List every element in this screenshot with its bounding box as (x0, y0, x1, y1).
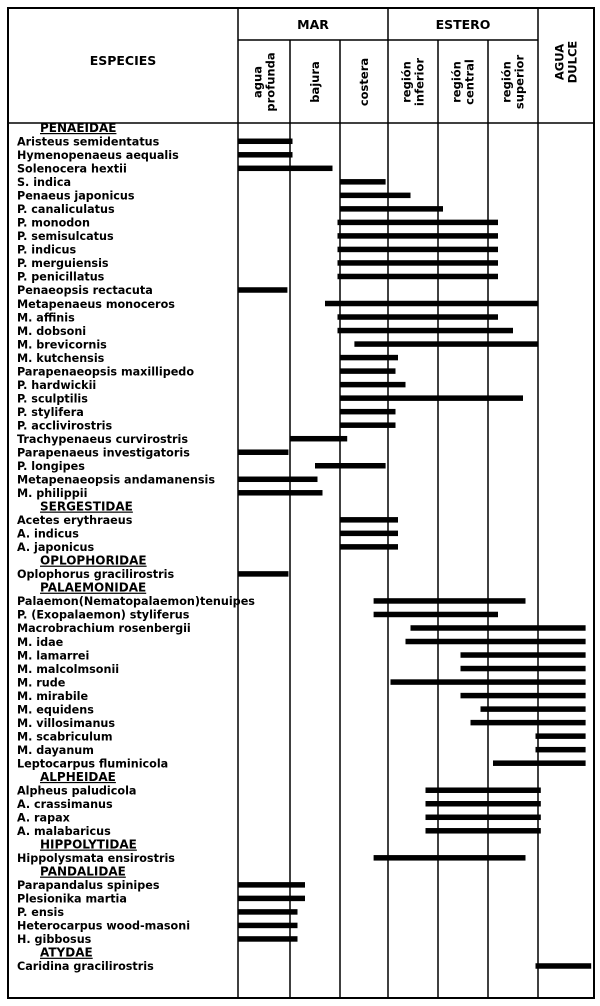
species-label: M. philippii (17, 487, 88, 501)
column-header-6-line-0: AGUA (552, 43, 567, 81)
distribution-bar (238, 896, 305, 902)
distribution-bar (315, 463, 386, 469)
distribution-bar (238, 571, 288, 577)
species-label: A. japonicus (17, 541, 95, 555)
distribution-bar (461, 693, 586, 699)
distribution-bar (238, 152, 293, 158)
column-header-2-line-0: costera (357, 57, 371, 107)
distribution-bar (340, 517, 398, 523)
family-label-hippolytidae: HIPPOLYTIDAE (40, 837, 137, 852)
column-header-0-line-0: agua (250, 66, 265, 98)
species-label: A. crassimanus (17, 798, 113, 811)
distribution-bar (338, 274, 499, 280)
distribution-bar (340, 544, 398, 550)
species-label: Plesionika martia (17, 892, 127, 906)
species-label: M. equidens (17, 703, 94, 717)
species-label: P. canaliculatus (17, 203, 115, 217)
distribution-bar (340, 206, 443, 212)
species-label: Hymenopenaeus aequalis (17, 149, 179, 163)
distribution-bar (238, 139, 293, 145)
species-label: Parapenaeopsis maxillipedo (17, 365, 195, 379)
species-label: Hippolysmata ensirostris (17, 852, 175, 866)
species-label: P. longipes (17, 460, 85, 473)
column-header-4-line-0: región (449, 61, 464, 103)
family-label-penaeidae: PENAEIDAE (40, 121, 117, 135)
distribution-bar (340, 193, 411, 199)
species-label: M. idae (17, 635, 64, 649)
species-label: P. semisulcatus (17, 230, 114, 244)
distribution-bar (238, 449, 288, 455)
species-label: Penaeopsis rectacuta (17, 284, 153, 298)
species-label: M. dayanum (17, 743, 94, 757)
distribution-bar (481, 706, 586, 712)
distribution-bar (461, 666, 586, 672)
family-label-oplophoridae: OPLOPHORIDAE (40, 553, 147, 568)
distribution-bar (411, 625, 586, 631)
species-label: M. mirabile (17, 689, 89, 703)
family-label-sergestidae: SERGESTIDAE (40, 499, 133, 514)
species-label: P. merguiensis (17, 257, 109, 271)
species-label: Parapenaeus investigatoris (17, 446, 190, 460)
distribution-bar (426, 828, 541, 834)
species-label: M. dobsoni (17, 324, 87, 338)
species-label: A. indicus (17, 527, 79, 541)
distribution-bar (374, 598, 526, 604)
species-label: Leptocarpus fluminicola (17, 757, 169, 771)
species-label: Parapandalus spinipes (17, 879, 160, 893)
distribution-bar (391, 679, 586, 685)
species-label: Oplophorus gracilirostris (17, 568, 175, 582)
distribution-bar (340, 531, 398, 537)
species-label: P. hardwickii (17, 378, 97, 392)
species-label: H. gibbosus (17, 933, 92, 947)
species-label: Solenocera hextii (17, 162, 127, 176)
distribution-bar (338, 328, 514, 334)
distribution-bar (426, 815, 541, 821)
species-column-header: ESPECIES (89, 53, 157, 68)
distribution-bar (338, 247, 499, 253)
species-label: Trachypenaeus curvirostris (17, 432, 189, 446)
species-label: Heterocarpus wood-masoni (17, 919, 191, 933)
species-label: Palaemon(Nematopalaemon)tenuipes (17, 595, 255, 609)
group-header-mar: MAR (297, 17, 329, 32)
distribution-bar (340, 179, 386, 185)
distribution-bar (238, 490, 323, 496)
distribution-bar (374, 612, 498, 618)
column-header-3-line-1: inferior (412, 57, 427, 107)
distribution-bar (325, 301, 538, 307)
distribution-bar (290, 436, 347, 442)
species-label: P. sculptilis (17, 392, 88, 406)
distribution-bar (238, 909, 298, 915)
species-label: P. indicus (17, 243, 77, 257)
family-label-atydae: ATYDAE (40, 945, 93, 960)
distribution-bar (406, 639, 586, 645)
species-label: P. monodon (17, 216, 90, 230)
species-label: M. villosimanus (17, 716, 116, 730)
column-header-1-line-0: bajura (308, 61, 322, 103)
distribution-bar (238, 882, 305, 888)
distribution-bar (340, 368, 396, 374)
distribution-bar (238, 923, 298, 929)
distribution-bar (338, 220, 499, 226)
species-label: Caridina gracilirostris (17, 960, 154, 974)
species-label: Metapenaeopsis andamanensis (17, 473, 216, 487)
column-header-6-line-1: DULCE (565, 40, 580, 84)
distribution-bar (340, 355, 398, 361)
column-header-0-line-1: profunda (263, 52, 278, 112)
column-header-4-line-1: central (462, 59, 477, 105)
distribution-bar (471, 720, 586, 726)
distribution-bar (536, 963, 592, 969)
species-label: M. malcolmsonii (17, 662, 120, 676)
distribution-bar (426, 801, 541, 807)
species-label: M. rude (17, 676, 66, 690)
distribution-bar (238, 477, 318, 483)
species-label: S. indica (17, 176, 72, 190)
column-header-3-line-0: región (399, 61, 414, 103)
family-label-palaemonidae: PALAEMONIDAE (40, 580, 147, 595)
species-label: P. (Exopalaemon) styliferus (17, 608, 190, 622)
species-label: Acetes erythraeus (17, 514, 133, 528)
distribution-bar (536, 733, 586, 739)
distribution-bar (354, 341, 538, 347)
species-label: P. ensis (17, 906, 64, 920)
distribution-bar (493, 760, 586, 766)
column-header-5-line-0: región (499, 61, 514, 103)
distribution-bar (536, 747, 586, 753)
distribution-bar (338, 233, 499, 239)
group-header-estero: ESTERO (435, 17, 491, 32)
distribution-bar (338, 260, 499, 266)
distribution-bar (238, 936, 298, 942)
distribution-bar (338, 314, 499, 320)
species-label: Metapenaeus monoceros (17, 297, 175, 311)
distribution-bar (374, 855, 526, 861)
distribution-bar (238, 166, 333, 172)
species-label: M. affinis (17, 311, 75, 325)
species-label: A. malabaricus (17, 825, 111, 839)
family-label-alpheidae: ALPHEIDAE (40, 769, 116, 784)
species-label: A. rapax (17, 811, 70, 825)
family-label-pandalidae: PANDALIDAE (40, 864, 126, 879)
species-label: P. acclivirostris (17, 419, 113, 433)
distribution-bar (340, 409, 396, 415)
species-label: P. penicillatus (17, 270, 105, 284)
distribution-bar (426, 787, 541, 793)
species-label: Alpheus paludicola (17, 784, 137, 798)
species-label: Aristeus semidentatus (17, 135, 160, 149)
distribution-bar (340, 395, 523, 401)
distribution-bar (340, 422, 396, 428)
species-label: Macrobrachium rosenbergii (17, 622, 191, 636)
column-header-5-line-1: superior (512, 54, 527, 110)
species-label: M. brevicornis (17, 338, 107, 352)
species-label: M. lamarrei (17, 649, 90, 663)
species-label: P. stylifera (17, 405, 84, 419)
distribution-bar (238, 287, 287, 293)
distribution-bar (340, 382, 406, 388)
species-label: M. scabriculum (17, 730, 113, 744)
species-label: M. kutchensis (17, 351, 105, 365)
species-label: Penaeus japonicus (17, 189, 135, 203)
distribution-bar (461, 652, 586, 658)
